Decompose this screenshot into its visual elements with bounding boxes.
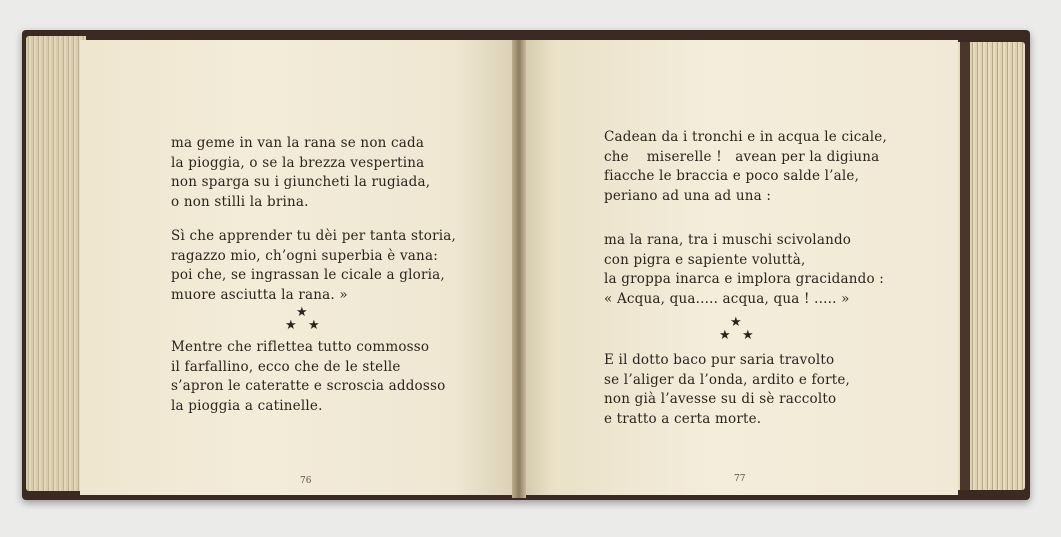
verse-line: Cadean da i tronchi e in acqua le cicale, bbox=[604, 129, 887, 145]
binding-strip bbox=[960, 42, 970, 490]
verse-line: e tratto a certa morte. bbox=[604, 410, 762, 427]
left-stanza-1 bbox=[171, 134, 430, 212]
verse-line: E il dotto baco pur saria travolto bbox=[604, 352, 835, 368]
left-page-edges bbox=[26, 36, 86, 491]
verse-line: s’apron le cateratte e scroscia addosso bbox=[171, 378, 446, 394]
page-number-right: 77 bbox=[734, 474, 746, 484]
page-number-left: 76 bbox=[300, 476, 312, 486]
asterism-ornament-right bbox=[719, 316, 759, 346]
verse-line: che miserelle ! avean per la digiuna bbox=[604, 148, 880, 165]
star-icon: ★ bbox=[285, 318, 297, 333]
verse-line: con pigra e sapiente voluttà, bbox=[604, 251, 806, 268]
right-stanza-1 bbox=[604, 128, 887, 206]
verse-line: poi che, se ingrassan le cicale a gloria, bbox=[171, 267, 445, 283]
star-icon: ★ bbox=[296, 305, 308, 320]
verse-line: Mentre che riflettea tutto commosso bbox=[171, 339, 430, 355]
asterism-ornament-left bbox=[285, 306, 325, 336]
verse-line: ragazzo mio, ch’ogni superbia è vana: bbox=[171, 247, 438, 264]
right-stanza-2 bbox=[604, 231, 884, 309]
verse-line: la pioggia a catinelle. bbox=[171, 397, 323, 414]
verse-line: muore asciutta la rana. » bbox=[171, 286, 348, 303]
verse-line: fiacche le braccia e poco salde l’ale, bbox=[604, 168, 860, 184]
verse-line: ma geme in van la rana se non cada bbox=[171, 135, 425, 151]
verse-line: « Acqua, qua..... acqua, qua ! ..... » bbox=[604, 290, 850, 307]
verse-line: Sì che apprender tu dèi per tanta storia, bbox=[171, 228, 456, 244]
left-stanza-3 bbox=[171, 338, 445, 416]
star-icon: ★ bbox=[730, 315, 742, 330]
verse-line: la pioggia, o se la brezza vespertina bbox=[171, 154, 425, 171]
verse-line: o non stilli la brina. bbox=[171, 193, 309, 210]
verse-line: il farfallino, ecco che de le stelle bbox=[171, 358, 401, 375]
left-stanza-2 bbox=[171, 227, 456, 305]
star-icon: ★ bbox=[719, 328, 731, 343]
verse-line: non sparga su i giuncheti la rugiada, bbox=[171, 174, 431, 190]
star-icon: ★ bbox=[308, 318, 320, 333]
verse-line: non già l’avesse su di sè raccolto bbox=[604, 391, 837, 407]
verse-line: periano ad una ad una : bbox=[604, 187, 772, 204]
book-gutter bbox=[512, 40, 526, 498]
verse-line: la groppa inarca e implora gracidando : bbox=[604, 271, 885, 287]
right-stanza-3 bbox=[604, 351, 850, 429]
verse-line: ma la rana, tra i muschi scivolando bbox=[604, 232, 852, 248]
verse-line: se l’aliger da l’onda, ardito e forte, bbox=[604, 371, 851, 388]
star-icon: ★ bbox=[742, 328, 754, 343]
